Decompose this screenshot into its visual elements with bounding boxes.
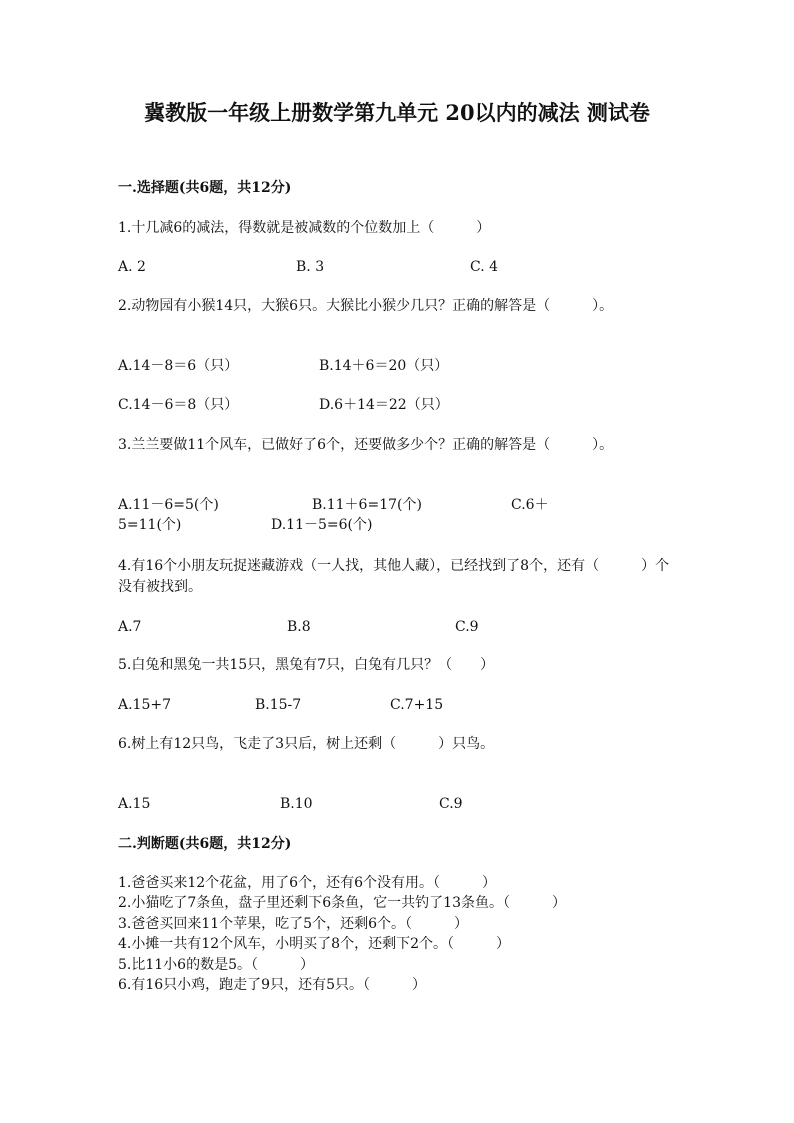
judgment-item-6: 6.有16只小鸡，跑走了9只，还有5只。（ ）: [118, 977, 426, 993]
option-c: C.7+15: [390, 697, 444, 713]
option-c-continued: 5=11(个): [118, 517, 182, 533]
option-d: D.11－5=6(个): [271, 517, 373, 533]
question-3-options-row1: [118, 495, 678, 515]
judgment-item-2: 2.小猫吃了7条鱼，盘子里还剩下6条鱼，它一共钓了13条鱼。（ ）: [118, 895, 566, 911]
section-heading-true-false: 二.判断题(共6题，共12分): [118, 836, 292, 852]
judgment-item-5: 5.比11小6的数是5。（ ）: [118, 957, 314, 973]
option-a: A.14－8＝6（只）: [118, 358, 239, 374]
question-4: 4.有16个小朋友玩捉迷藏游戏（一人找，其他人藏），已经找到了8个，还有（ ）个没有被找到。: [118, 558, 670, 595]
option-c: C. 4: [470, 259, 499, 275]
option-b: B.8: [287, 619, 311, 635]
question-3-options-row2: [118, 515, 678, 535]
question-2: 2.动物园有小猴14只，大猴6只。大猴比小猴少几只？正确的解答是（ ）。: [118, 298, 614, 314]
judgment-item-4: 4.小摊一共有12个风车，小明买了8个，还剩下2个。（ ）: [118, 936, 510, 952]
question-6-options: [118, 794, 678, 814]
option-c: C.6＋: [511, 497, 549, 513]
question-1: 1.十几减6的减法，得数就是被减数的个位数加上（ ）: [118, 220, 491, 236]
question-2-options-row2: [118, 395, 678, 415]
question-1-options: [118, 257, 678, 277]
option-c: C.9: [455, 619, 479, 635]
question-5: 5.白兔和黑兔一共15只，黑兔有7只，白兔有几只？（ ）: [118, 657, 495, 673]
option-d: D.6＋14＝22（只）: [319, 397, 449, 413]
option-a: A.15: [118, 796, 151, 812]
option-b: B.10: [280, 796, 313, 812]
option-b: B.11＋6=17(个): [312, 497, 422, 513]
option-c: C.14－6＝8（只）: [118, 397, 239, 413]
question-5-options: [118, 695, 678, 715]
section-heading-choice: 一.选择题(共6题，共12分): [118, 180, 292, 196]
option-b: B. 3: [296, 259, 325, 275]
question-6: 6.树上有12只鸟，飞走了3只后，树上还剩（ ）只鸟。: [118, 736, 495, 752]
option-a: A.15+7: [118, 697, 172, 713]
option-b: B.14＋6＝20（只）: [319, 358, 449, 374]
page-title: 冀教版一年级上册数学第九单元 20以内的减法 测试卷: [144, 100, 650, 125]
question-2-options-row1: [118, 356, 678, 376]
option-c: C.9: [439, 796, 463, 812]
question-4-options: [118, 617, 678, 637]
option-b: B.15-7: [255, 697, 302, 713]
question-3: 3.兰兰要做11个风车，已做好了6个，还要做多少个？正确的解答是（ ）。: [118, 437, 614, 453]
judgment-item-1: 1.爸爸买来12个花盆，用了6个，还有6个没有用。（ ）: [118, 875, 496, 891]
option-a: A.11－6=5(个): [118, 497, 219, 513]
option-a: A. 2: [118, 259, 146, 275]
option-a: A.7: [118, 619, 142, 635]
judgment-item-3: 3.爸爸买回来11个苹果，吃了5个，还剩6个。（ ）: [118, 916, 468, 932]
